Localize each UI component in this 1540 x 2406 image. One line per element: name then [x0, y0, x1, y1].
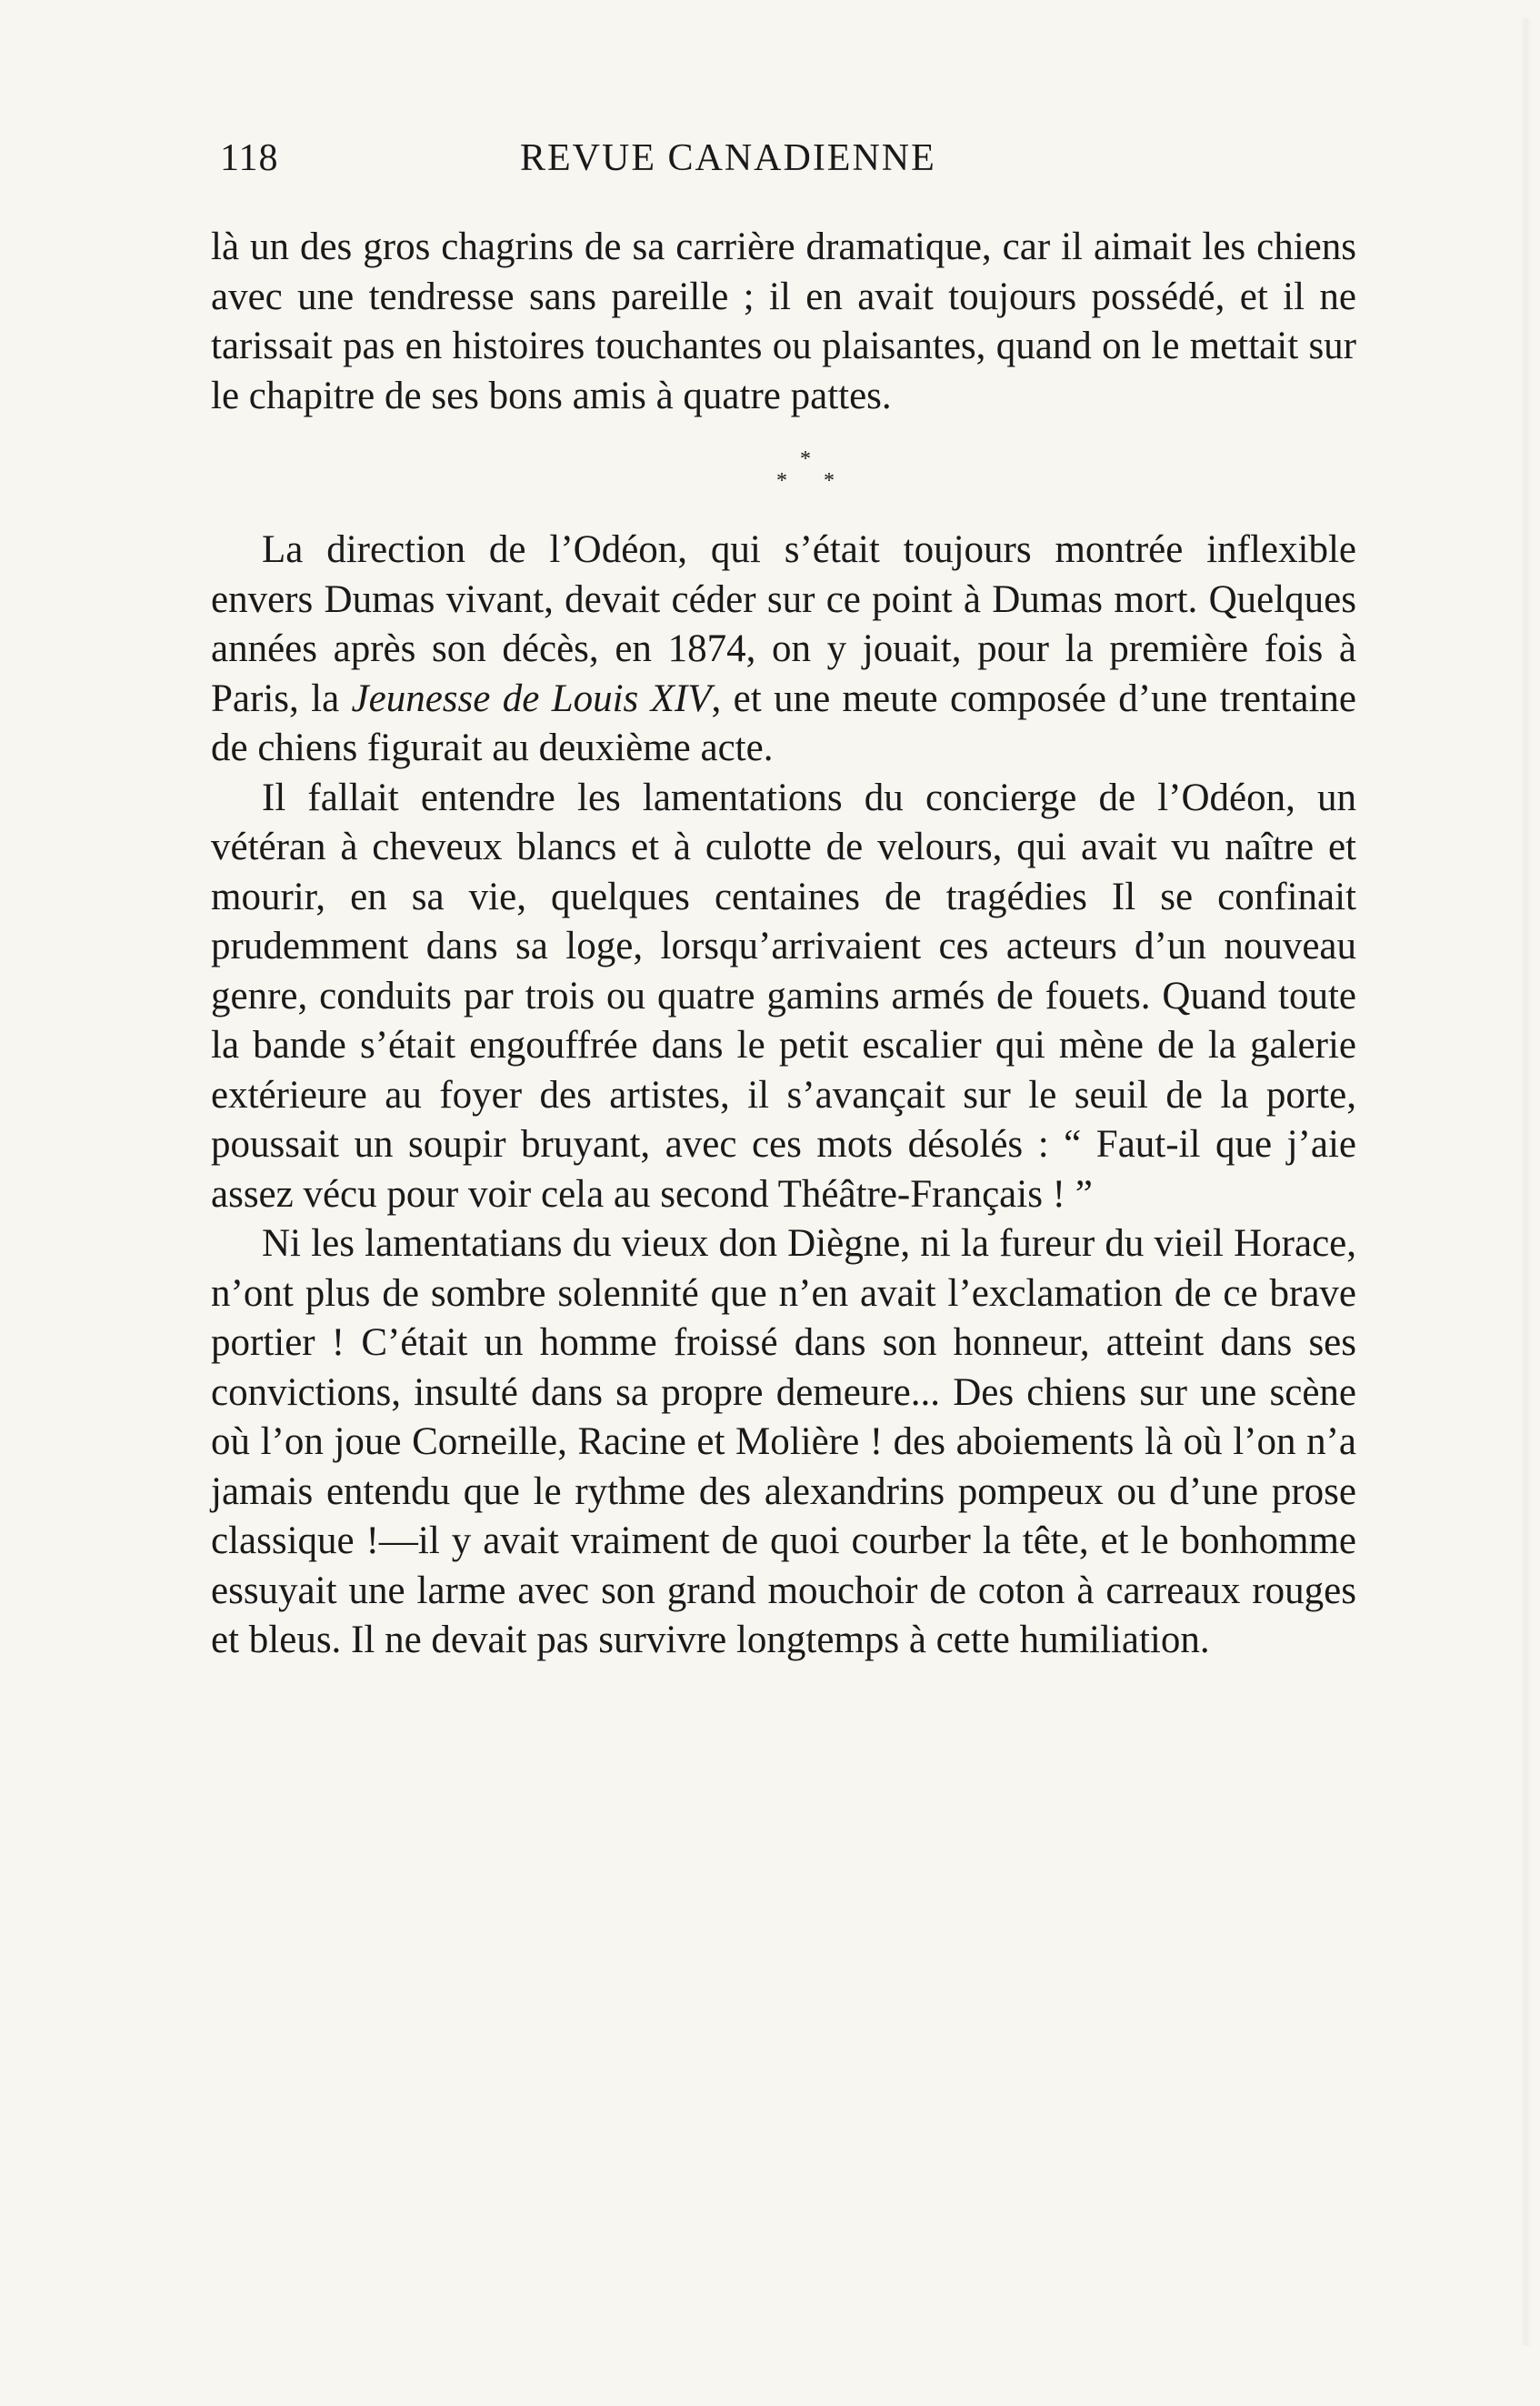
running-title: REVUE CANADIENNE	[520, 137, 936, 179]
page-edge-shadow	[1520, 18, 1531, 2346]
paragraph-1: là un des gros chagrins de sa carrière dramatique, car il aimait les chiens avec une tendresse sans pareille ; il en avait toujours possédé, et il ne tarissait pas en histoires touchantes ou plaisantes, quand on le mettait sur le chapitre de ses bons amis à quatre pattes.	[211, 226, 1356, 417]
paragraph-3: Il fallait entendre les lamentations du concierge de l’Odéon, un vétéran à cheveux blancs et à culotte de velours, qui avait vu naître et mourir, en sa vie, quelques centaines de tragédies Il se confinait prudemment dans sa loge, lorsqu’arrivaient ces acteurs d’un nouveau genre, conduits par trois ou quatre gamins armés de fouets. Quand toute la bande s’était engouffrée dans le petit escalier qui mène de la galerie extérieure au foyer des artistes, il s’avançait sur le seuil de la porte, poussait un soupir bruyant, avec ces mots désolés : “ Faut-il que j’aie assez vécu pour voir cela au second Théâtre-Français ! ”	[211, 776, 1356, 1216]
page-header	[220, 136, 1347, 191]
asterism-top-star: *	[800, 447, 811, 471]
asterism	[776, 448, 840, 503]
section-separator	[211, 421, 1356, 526]
main-text	[211, 223, 1356, 1666]
paragraph-4: Ni les lamentatians du vieux don Diègne, ni la fureur du vieil Horace, n’ont plus de sombre solennité que n’en avait l’exclamation de ce brave portier ! C’était un homme froissé dans son honneur, atteint dans ses convictions, insulté dans sa propre demeure... Des chiens sur une scène où l’on joue Corneille, Racine et Molière ! des aboiements là où l’on n’a jamais entendu que le rythme des alexandrins pompeux ou d’une prose classique !—il y avait vraiment de quoi courber la tête, et le bonhomme essuyait une larme avec son grand mouchoir de coton à carreaux rouges et bleus. Il ne devait pas survivre longtemps à cette humiliation.	[211, 1222, 1356, 1661]
paragraph-2	[211, 526, 1356, 774]
paragraph-2-text-after-title: , et une meute composée d’une trentaine de chiens figurait au deuxième acte.	[211, 677, 1356, 769]
paragraph-2-text-before-title: La direction de l’Odéon, qui s’était toujours montrée inflexible envers Dumas vivant, devait céder sur ce point à Dumas mort. Quelques années après son décès, en 1874, on y jouait, pour la première fois à Paris, la	[211, 528, 1356, 720]
play-title: Jeunesse de Louis XIV	[351, 677, 712, 720]
asterism-right-star: *	[824, 469, 835, 493]
asterism-left-star: *	[776, 469, 787, 493]
page-number: 118	[220, 137, 279, 179]
